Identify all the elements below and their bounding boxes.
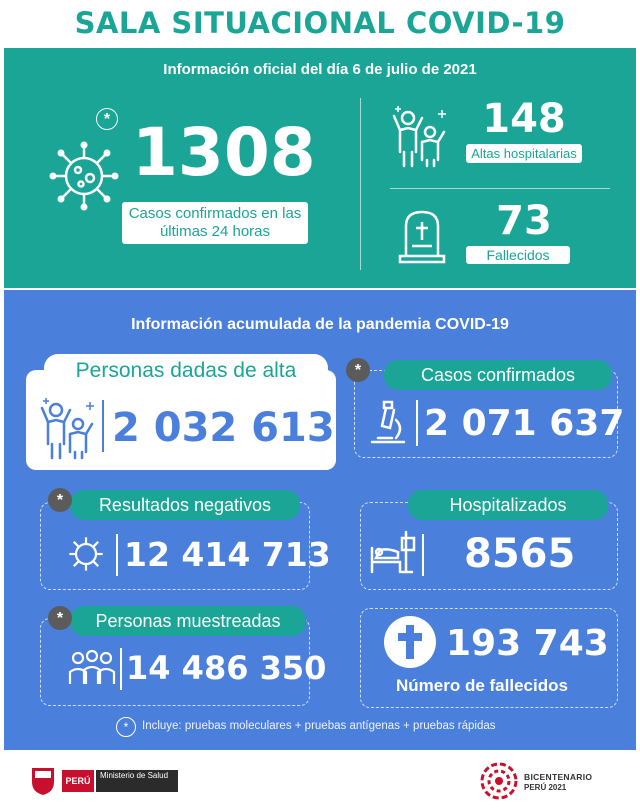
footnote-asterisk: * bbox=[116, 717, 136, 737]
card-deaths-label: Número de fallecidos bbox=[396, 676, 568, 695]
tombstone-icon bbox=[396, 208, 448, 264]
bicentenario-logo bbox=[478, 760, 618, 802]
virus-icon bbox=[66, 534, 106, 574]
daily-confirmed-label: Casos confirmados en las últimas 24 horas bbox=[122, 202, 308, 244]
card-sampled-label: Personas muestreadas bbox=[70, 606, 306, 636]
horizontal-divider bbox=[390, 188, 610, 189]
asterisk-badge: * bbox=[48, 606, 72, 630]
asterisk-badge: * bbox=[96, 108, 118, 130]
bicentenario-emblem-icon bbox=[478, 760, 520, 802]
daily-subtitle: Información oficial del día 6 de julio de 2021 bbox=[163, 61, 477, 78]
card-hospitalized-value: 8565 bbox=[464, 531, 576, 577]
bicentenario-line1: BICENTENARIO bbox=[524, 772, 593, 782]
card-discharged-value: 2 032 613 bbox=[112, 405, 335, 451]
card-separator bbox=[102, 400, 104, 452]
card-negatives-value: 12 414 713 bbox=[124, 535, 331, 574]
daily-discharged-value: 148 bbox=[482, 96, 566, 142]
hospital-bed-icon bbox=[368, 528, 420, 576]
cross-icon bbox=[384, 616, 436, 668]
asterisk-badge: * bbox=[48, 488, 72, 512]
daily-deaths-label: Fallecidos bbox=[466, 246, 570, 264]
footnote: Incluye: pruebas moleculares + pruebas antígenas + pruebas rápidas bbox=[142, 720, 496, 732]
footer bbox=[0, 752, 640, 808]
daily-discharged-label: Altas hospitalarias bbox=[466, 144, 582, 163]
daily-deaths-value: 73 bbox=[496, 198, 552, 244]
accumulated-section bbox=[4, 290, 636, 750]
ministry-name: Ministerio de Salud bbox=[96, 770, 178, 792]
asterisk-badge: * bbox=[346, 358, 370, 382]
card-separator bbox=[120, 648, 122, 690]
microscope-icon bbox=[366, 398, 410, 448]
ministry-country: PERÚ bbox=[62, 770, 94, 792]
daily-section bbox=[4, 48, 636, 288]
virus-icon bbox=[48, 140, 120, 212]
card-sampled-value: 14 486 350 bbox=[126, 649, 327, 687]
people-celebrating-icon bbox=[38, 396, 100, 460]
bicentenario-line2: PERÚ 2021 bbox=[524, 783, 567, 792]
daily-confirmed-value: 1308 bbox=[132, 114, 316, 191]
card-discharged-label: Personas dadas de alta bbox=[44, 354, 328, 388]
card-deaths-value: 193 743 bbox=[446, 623, 609, 664]
card-separator bbox=[416, 400, 418, 446]
card-separator bbox=[116, 534, 118, 576]
card-confirmed-label: Casos confirmados bbox=[384, 360, 612, 390]
card-hospitalized-label: Hospitalizados bbox=[408, 490, 608, 520]
group-people-icon bbox=[66, 648, 118, 688]
people-celebrating-icon bbox=[390, 104, 452, 168]
card-negatives-label: Resultados negativos bbox=[70, 490, 300, 520]
card-confirmed-value: 2 071 637 bbox=[424, 403, 625, 444]
page-title: SALA SITUACIONAL COVID-19 bbox=[74, 6, 566, 40]
card-separator bbox=[422, 534, 424, 576]
ministry-logo bbox=[30, 766, 180, 796]
shield-icon bbox=[30, 766, 56, 796]
vertical-divider bbox=[360, 98, 361, 270]
accumulated-subtitle: Información acumulada de la pandemia COVID-19 bbox=[131, 316, 509, 333]
